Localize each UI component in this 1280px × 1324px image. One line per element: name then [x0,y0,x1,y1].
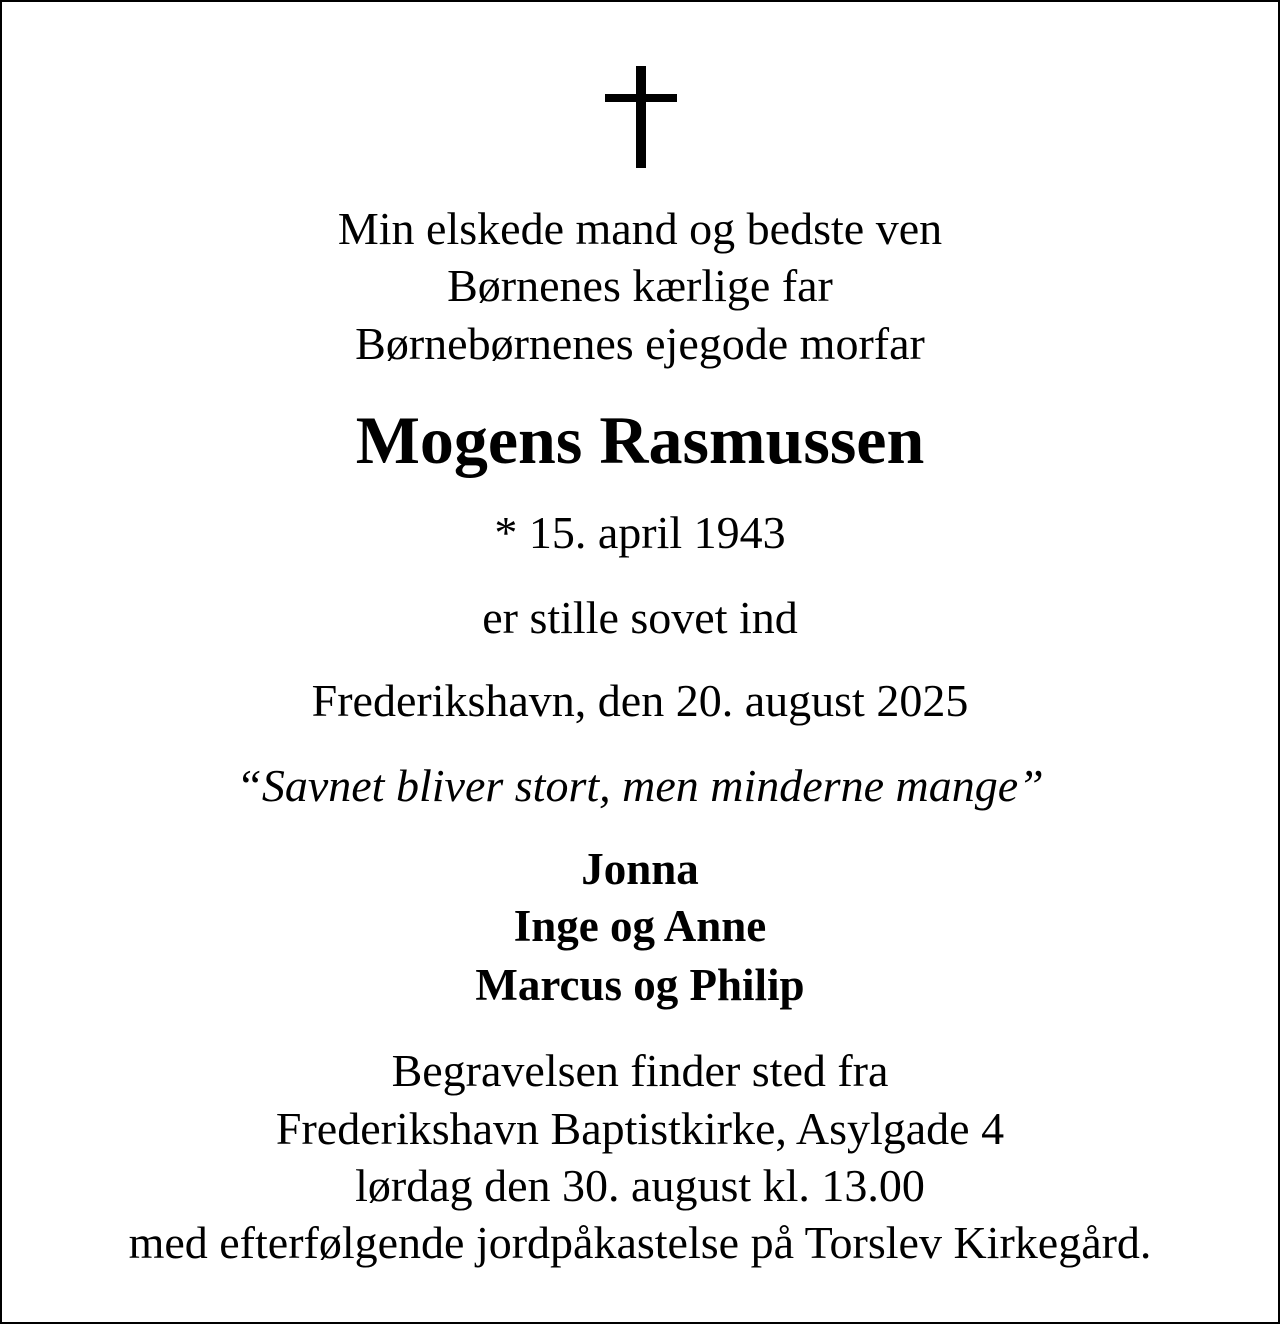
funeral-line: Begravelsen finder sted fra [391,1045,889,1096]
funeral-line: Frederikshavn Baptistkirke, Asylgade 4 [275,1103,1005,1154]
intro-line: Min elskede mand og bedste ven [337,203,943,254]
quote: “Savnet bliver stort, men minderne mange” [236,760,1044,811]
intro-line: Børnenes kærlige far [447,260,833,311]
funeral-line: med efterfølgende jordpåkastelse på Torslev Kirkegård. [128,1217,1152,1268]
place-date: Frederikshavn, den 20. august 2025 [311,675,969,726]
family-line: Jonna [581,844,699,894]
deceased-name: Mogens Rasmussen [355,402,925,478]
funeral-line: lørdag den 30. august kl. 13.00 [355,1160,925,1211]
intro-line: Børnebørnenes ejegode morfar [355,318,925,369]
family-line: Inge og Anne [513,901,767,951]
cross-icon [605,66,677,168]
passed-text: er stille sovet ind [482,592,798,643]
family-line: Marcus og Philip [475,960,805,1010]
birth-date: * 15. april 1943 [494,507,786,558]
